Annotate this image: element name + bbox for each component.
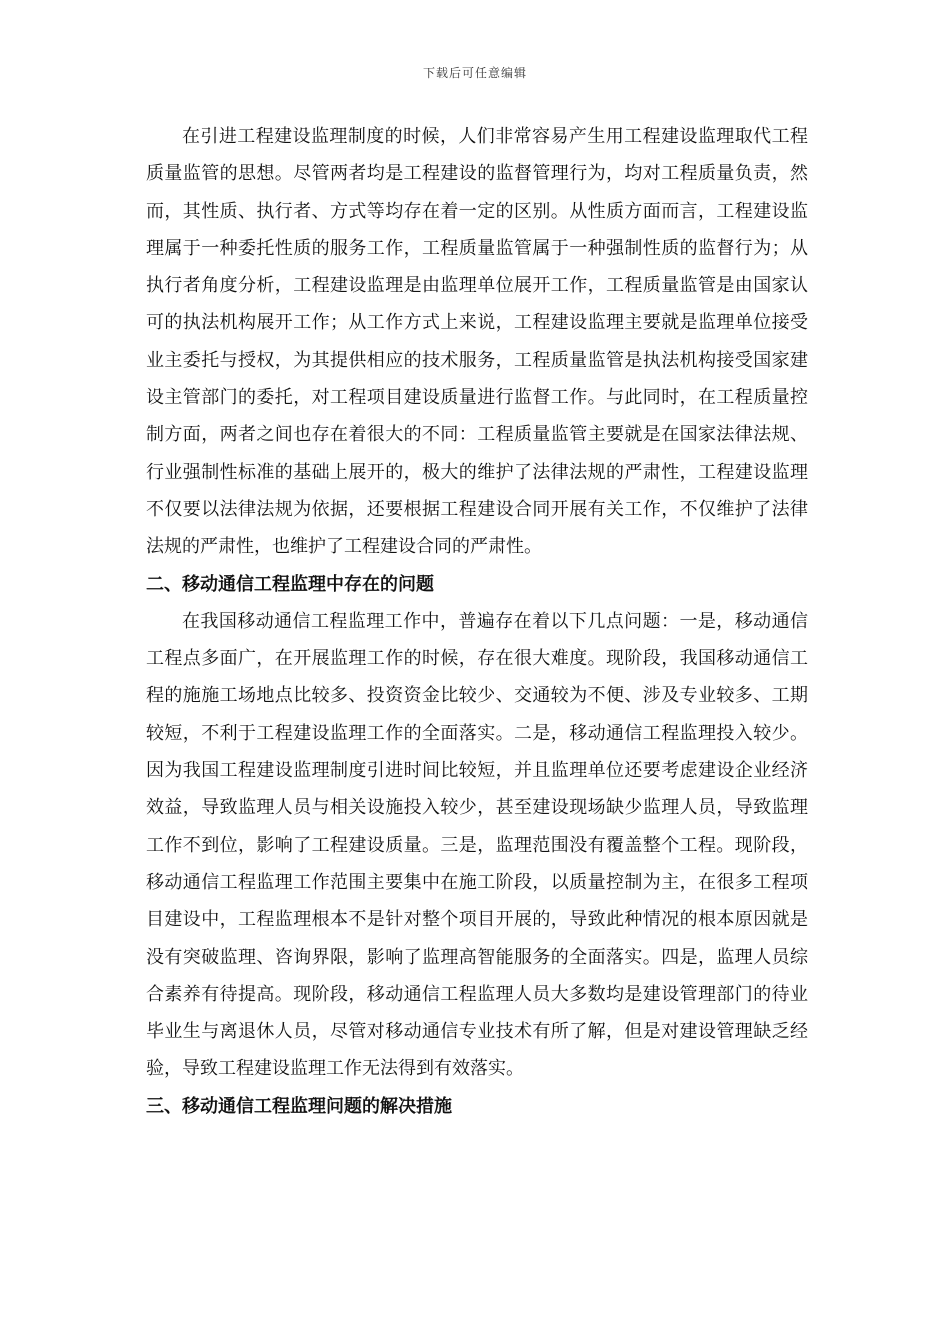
paragraph-problems: 在我国移动通信工程监理工作中，普遍存在着以下几点问题：一是，移动通信工程点多面广，在开展监理工作的时候，存在很大难度。现阶段，我国移动通信工程的施施工场地点比较多、投资资金比较少、交通较为不便、涉及专业较多、工期较短，不利于工程建设监理工作的全面落实。二是，移动通信工程监理投入较少。因为我国工程建设监理制度引进时间比较短，并且监理单位还要考虑建设企业经济效益，导致监理人员与相关设施投入较少，甚至建设现场缺少监理人员，导致监理工作不到位，影响了工程建设质量。三是，监理范围没有覆盖整个工程。现阶段，移动通信工程监理工作范围主要集中在施工阶段，以质量控制为主，在很多工程项目建设中，工程监理根本不是针对整个项目开展的，导致此种情况的根本原因就是没有突破监理、咨询界限，影响了监理高智能服务的全面落实。四是，监理人员综合素养有待提高。现阶段，移动通信工程监理人员大多数均是建设管理部门的待业毕业生与离退休人员，尽管对移动通信专业技术有所了解，但是对建设管理缺乏经验，导致工程建设监理工作无法得到有效落实。 [146, 610, 808, 1080]
paragraph-supervision-vs-quality: 在引进工程建设监理制度的时候，人们非常容易产生用工程建设监理取代工程质量监管的思想。尽管两者均是工程建设的监督管理行为，均对工程质量负责，然而，其性质、执行者、方式等均存在着一定的区别。从性质方面而言，工程建设监理属于一种委托性质的服务工作，工程质量监管属于一种强制性质的监督行为；从执行者角度分析，工程建设监理是由监理单位展开工作，工程质量监管是由国家认可的执法机构展开工作；从工作方式上来说，工程建设监理主要就是监理单位接受业主委托与授权，为其提供相应的技术服务，工程质量监管是执法机构接受国家建设主管部门的委托，对工程项目建设质量进行监督工作。与此同时，在工程质量控制方面，两者之间也存在着很大的不同：工程质量监管主要就是在国家法律法规、行业强制性标准的基础上展开的，极大的维护了法律法规的严肃性，工程建设监理不仅要以法律法规为依据，还要根据工程建设合同开展有关工作，不仅维护了法律法规的严肃性，也维护了工程建设合同的严肃性。 [146, 126, 808, 558]
section-heading-solutions: 三、移动通信工程监理问题的解决措施 [146, 1095, 452, 1117]
page-header: 下载后可任意编辑 [422, 66, 527, 80]
section-heading-problems: 二、移动通信工程监理中存在的问题 [146, 573, 434, 595]
document-body [146, 118, 808, 1125]
